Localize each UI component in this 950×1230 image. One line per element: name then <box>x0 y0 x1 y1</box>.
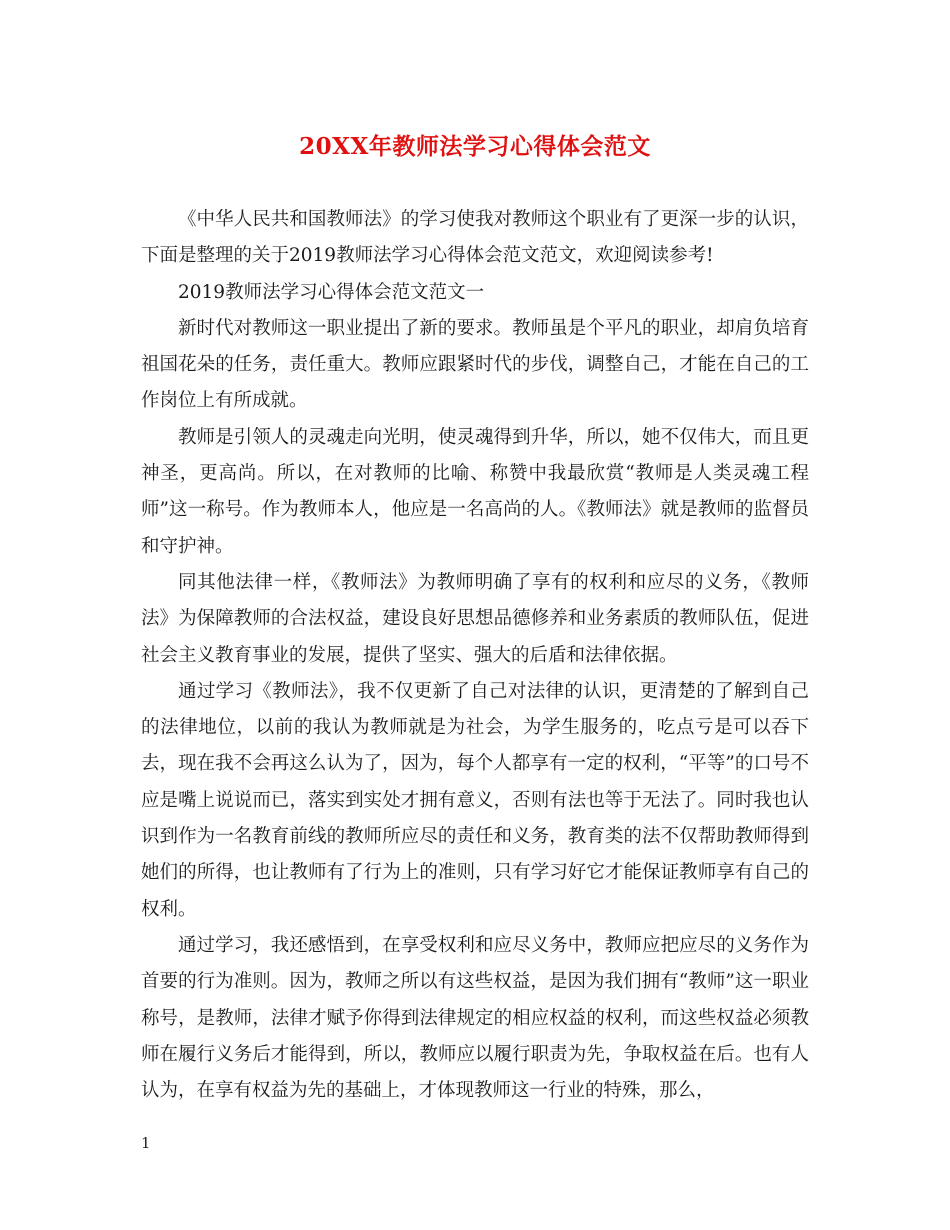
paragraph-2: 教师是引领人的灵魂走向光明，使灵魂得到升华，所以，她不仅伟大，而且更神圣，更高尚。所以，在对教师的比喻、称赞中我最欣赏“教师是人类灵魂工程师”这一称号。作为教师本人，他应是一名高尚的人。《教师法》就是教师的监督员和守护神。 <box>141 426 809 557</box>
paragraph-5: 通过学习，我还感悟到，在享受权利和应尽义务中，教师应把应尽的义务作为首要的行为准则。因为，教师之所以有这些权益，是因为我们拥有“教师”这一职业称号，是教师，法律才赋予你得到法律规定的相应权益的权利，而这些权益必须教师在履行义务后才能得到，所以，教师应以履行职责为先，争取权益在后。也有人认为，在享有权益为先的基础上，才体现教师这一行业的特殊，那么， <box>141 934 809 1102</box>
paragraph-3: 同其他法律一样，《教师法》为教师明确了享有的权利和应尽的义务，《教师法》为保障教师的合法权益，建设良好思想品德修养和业务素质的教师队伍，促进社会主义教育事业的发展，提供了坚实、强大的后盾和法律依据。 <box>141 571 809 666</box>
document-body <box>141 202 809 1109</box>
paragraph-subheading: 2019教师法学习心得体会范文范文一 <box>178 281 485 303</box>
page-number: 1 <box>141 1134 151 1152</box>
document-title: 20XX年教师法学习心得体会范文 <box>299 133 651 160</box>
paragraph-1: 新时代对教师这一职业提出了新的要求。教师虽是个平凡的职业，却肩负培育祖国花朵的任务，责任重大。教师应跟紧时代的步伐，调整自己，才能在自己的工作岗位上有所成就。 <box>141 317 809 412</box>
paragraph-4: 通过学习《教师法》，我不仅更新了自己对法律的认识，更清楚的了解到自己的法律地位，以前的我认为教师就是为社会，为学生服务的，吃点亏是可以吞下去，现在我不会再这么认为了，因为，每个人都享有一定的权利，“平等”的口号不应是嘴上说说而已，落实到实处才拥有意义，否则有法也等于无法了。同时我也认识到作为一名教育前线的教师所应尽的责任和义务，教育类的法不仅帮助教师得到她们的所得，也让教师有了行为上的准则，只有学习好它才能保证教师享有自己的权利。 <box>141 680 809 920</box>
paragraph-intro: 《中华人民共和国教师法》的学习使我对教师这个职业有了更深一步的认识，下面是整理的关于2019教师法学习心得体会范文范文，欢迎阅读参考! <box>141 209 809 267</box>
